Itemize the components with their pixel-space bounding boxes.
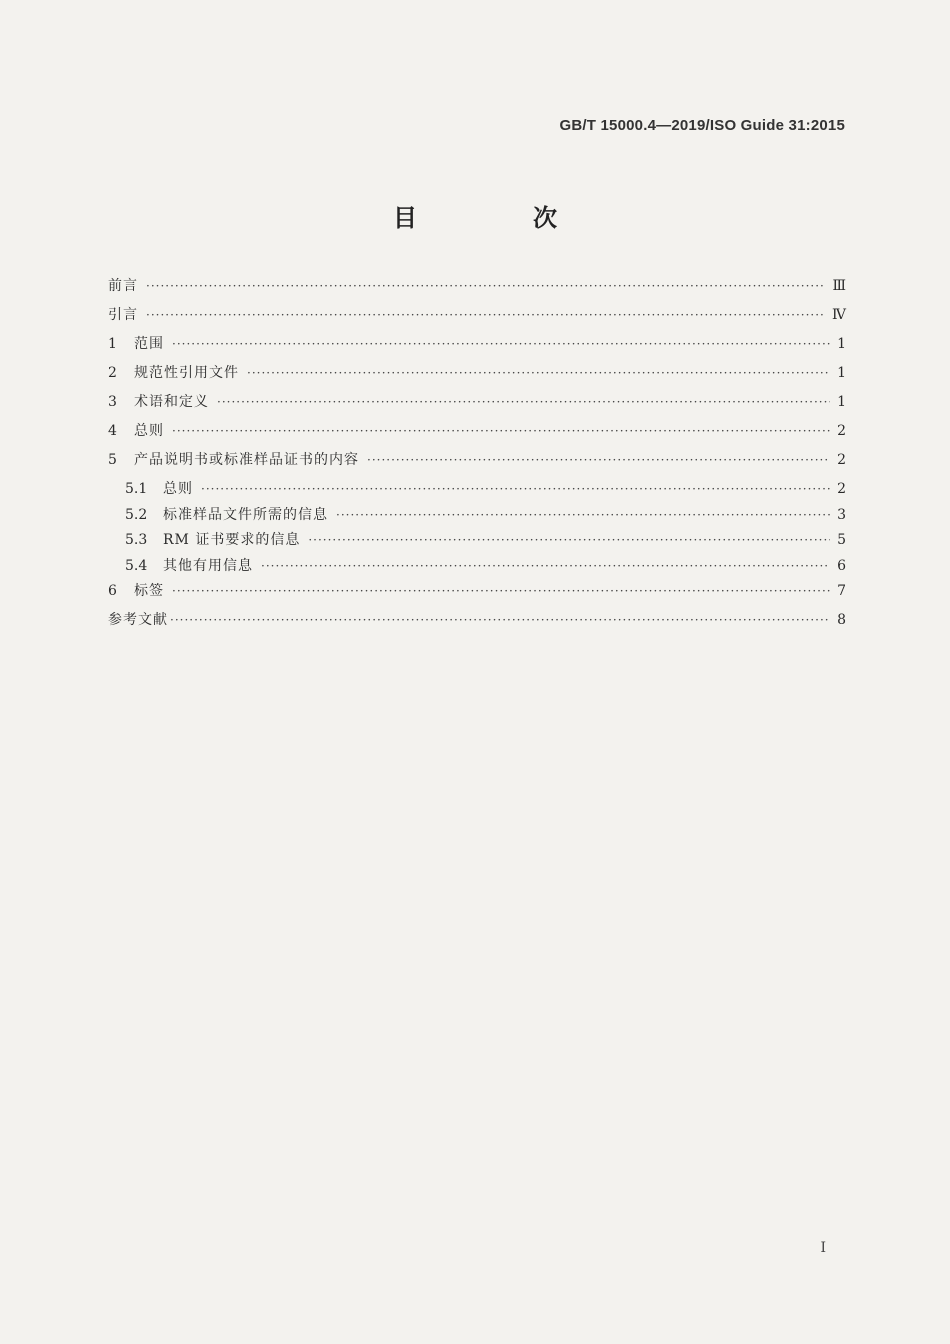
dot-leader: [146, 276, 826, 296]
table-of-contents: [108, 276, 846, 639]
toc-entry-page: Ⅲ: [832, 278, 846, 294]
toc-entry-scope[interactable]: [108, 334, 846, 363]
toc-entry-number: 5.1: [125, 481, 148, 497]
toc-entry-5-1[interactable]: [108, 479, 846, 505]
dot-leader: [172, 581, 830, 601]
toc-entry-label: 术语和定义: [134, 394, 209, 410]
toc-entry-page: 2: [837, 481, 846, 497]
toc-entry-page: 2: [837, 452, 846, 468]
toc-entry-label: 范围: [134, 336, 164, 352]
toc-title: 目 次: [393, 204, 603, 232]
toc-entry-terms-definitions[interactable]: [108, 392, 846, 421]
toc-entry-number: 5.2: [125, 506, 148, 523]
toc-entry-bibliography[interactable]: [108, 610, 846, 639]
toc-entry-number: 1: [108, 336, 117, 352]
toc-entry-label: 引言: [108, 307, 138, 323]
dot-leader: [308, 530, 830, 550]
toc-entry-number: 5: [108, 452, 117, 468]
toc-entry-number: 2: [108, 365, 117, 381]
toc-entry-label: 参考文献: [108, 612, 168, 628]
toc-entry-introduction[interactable]: [108, 305, 846, 334]
dot-leader: [261, 556, 830, 576]
toc-entry-general[interactable]: [108, 421, 846, 450]
toc-entry-content[interactable]: [108, 450, 846, 479]
toc-entry-label: 标签: [134, 583, 164, 599]
toc-entry-number: 4: [108, 423, 117, 439]
dot-leader: [201, 479, 830, 499]
toc-entry-page: 1: [837, 336, 846, 352]
toc-entry-number: 6: [108, 583, 117, 599]
toc-entry-page: 3: [837, 506, 846, 523]
dot-leader: [336, 505, 830, 525]
toc-entry-page: 7: [837, 583, 846, 599]
toc-entry-5-2[interactable]: [108, 505, 846, 531]
dot-leader: [172, 334, 830, 354]
toc-entry-page: 1: [837, 394, 846, 410]
toc-entry-label: 规范性引用文件: [134, 365, 239, 381]
standard-code-header: GB/T 15000.4—2019/ISO Guide 31:2015: [559, 117, 845, 134]
toc-entry-label: 前言: [108, 278, 138, 294]
toc-entry-label: 产品说明书或标准样品证书的内容: [134, 452, 359, 468]
dot-leader: [367, 450, 830, 470]
toc-entry-5-4[interactable]: [108, 556, 846, 582]
toc-entry-label: 总则: [134, 423, 164, 439]
toc-entry-label: 总则: [163, 481, 193, 497]
dot-leader: [217, 392, 830, 412]
dot-leader: [247, 363, 830, 383]
toc-entry-number: 3: [108, 394, 117, 410]
toc-entry-label: 其他有用信息: [163, 557, 253, 574]
toc-entry-foreword[interactable]: [108, 276, 846, 305]
dot-leader: [172, 421, 830, 441]
toc-entry-5-3[interactable]: [108, 530, 846, 556]
toc-entry-label: RM 证书要求的信息: [163, 532, 301, 548]
toc-entry-page: Ⅳ: [832, 307, 846, 323]
toc-entry-label: 标准样品文件所需的信息: [163, 506, 328, 523]
toc-entry-page: 2: [837, 423, 846, 439]
dot-leader: [170, 610, 830, 630]
toc-entry-normative-references[interactable]: [108, 363, 846, 392]
toc-entry-page: 6: [837, 557, 846, 574]
toc-entry-page: 1: [837, 365, 846, 381]
page-number: Ⅰ: [820, 1240, 826, 1256]
toc-entry-labels[interactable]: [108, 581, 846, 610]
dot-leader: [146, 305, 826, 325]
toc-entry-page: 5: [837, 532, 846, 548]
toc-entry-number: 5.4: [125, 557, 148, 574]
toc-entry-number: 5.3: [125, 532, 148, 548]
toc-entry-page: 8: [837, 612, 846, 628]
